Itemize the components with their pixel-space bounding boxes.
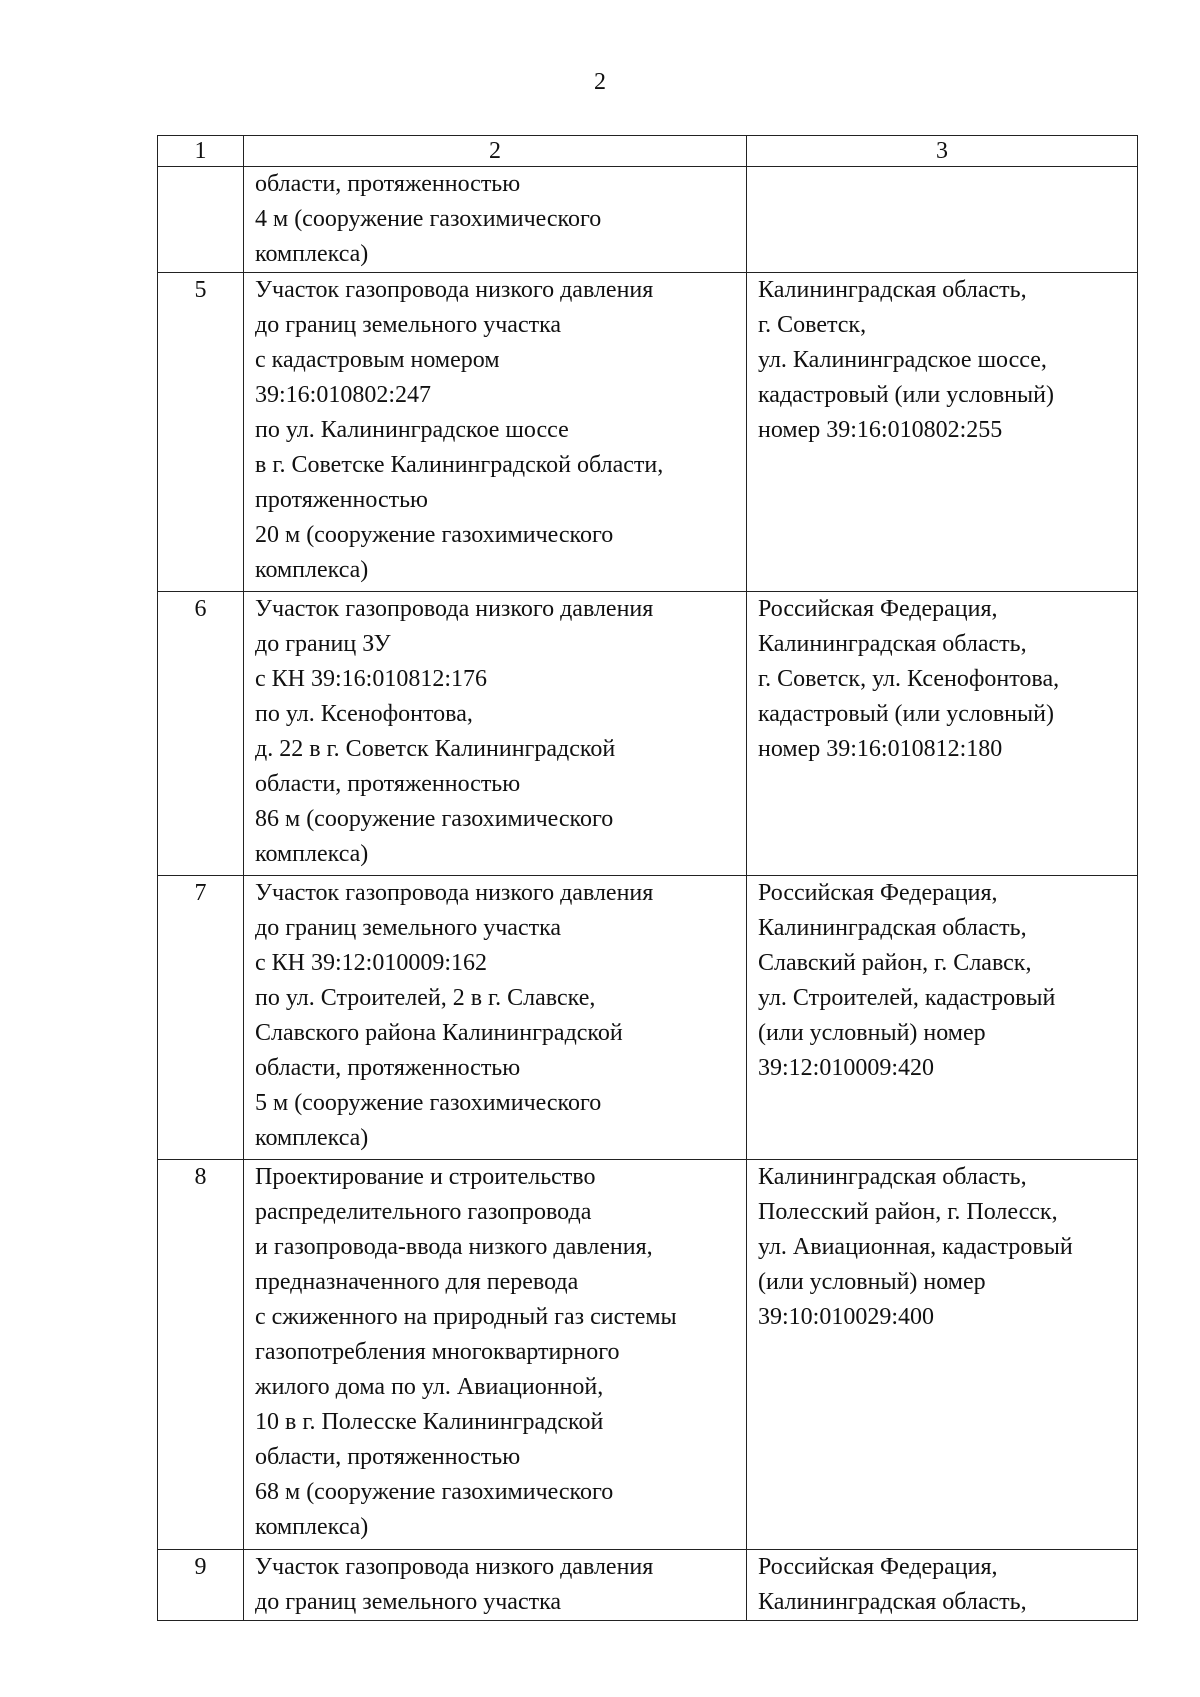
table-row [158,167,1138,273]
table-row [158,1550,1138,1621]
description-line: по ул. Строителей, 2 в г. Славске, [255,985,596,1011]
location-line: ул. Авиационная, кадастровый [758,1234,1073,1260]
location-line: номер 39:16:010812:180 [758,736,1003,762]
location-line: Калининградская область, [758,277,1027,303]
table-row [158,273,1138,592]
description-line: Участок газопровода низкого давления [255,880,654,906]
row-number: 9 [158,1550,244,1621]
object-location [747,1550,1138,1621]
description-line: Участок газопровода низкого давления [255,277,654,303]
description-line: до границ земельного участка [255,915,562,941]
object-description [244,592,747,876]
location-line: кадастровый (или условный) [758,382,1054,408]
object-description [244,273,747,592]
object-location [747,876,1138,1160]
location-line: (или условный) номер [758,1269,986,1295]
description-line: 68 м (сооружение газохимического [255,1479,614,1505]
row-number: 6 [158,592,244,876]
objects-table [157,135,1138,1621]
description-line: по ул. Калининградское шоссе [255,417,569,443]
description-line: до границ ЗУ [255,631,391,657]
column-header: 3 [747,136,1138,167]
location-line: г. Советск, [758,312,867,338]
description-line: области, протяженностью [255,171,521,197]
table-row [158,1160,1138,1550]
description-line: комплекса) [255,1514,369,1540]
location-line: Калининградская область, [758,1164,1027,1190]
location-line: Славский район, г. Славск, [758,950,1032,976]
description-line: Славского района Калининградской [255,1020,623,1046]
location-line: (или условный) номер [758,1020,986,1046]
description-line: до границ земельного участка [255,1589,562,1615]
location-line: ул. Калининградское шоссе, [758,347,1047,373]
location-line: 39:10:010029:400 [758,1304,935,1330]
description-line: и газопровода-ввода низкого давления, [255,1234,653,1260]
description-line: д. 22 в г. Советск Калининградской [255,736,616,762]
row-number: 7 [158,876,244,1160]
description-line: 4 м (сооружение газохимического [255,206,602,232]
description-line: газопотребления многоквартирного [255,1339,620,1365]
description-line: комплекса) [255,557,369,583]
description-line: распределительного газопровода [255,1199,592,1225]
description-line: до границ земельного участка [255,312,562,338]
description-line: 10 в г. Полесске Калининградской [255,1409,604,1435]
description-line: области, протяженностью [255,1444,521,1470]
object-description [244,167,747,273]
location-line: Калининградская область, [758,631,1027,657]
column-header: 1 [158,136,244,167]
row-number: 8 [158,1160,244,1550]
row-number [158,167,244,273]
description-line: с сжиженного на природный газ системы [255,1304,677,1330]
description-line: по ул. Ксенофонтова, [255,701,473,727]
object-location [747,167,1138,273]
location-line: г. Советск, ул. Ксенофонтова, [758,666,1060,692]
location-line: номер 39:16:010802:255 [758,417,1003,443]
table-row [158,592,1138,876]
location-line: 39:12:010009:420 [758,1055,935,1081]
description-line: предназначенного для перевода [255,1269,579,1295]
table-header-row [158,136,1138,167]
description-line: жилого дома по ул. Авиационной, [255,1374,604,1400]
description-line: Проектирование и строительство [255,1164,596,1190]
description-line: комплекса) [255,241,369,267]
object-description [244,1160,747,1550]
table-row [158,876,1138,1160]
object-location [747,592,1138,876]
description-line: 39:16:010802:247 [255,382,432,408]
location-line: Полесский район, г. Полесск, [758,1199,1058,1225]
column-header: 2 [244,136,747,167]
location-line: Российская Федерация, [758,880,998,906]
description-line: области, протяженностью [255,1055,521,1081]
location-line: Российская Федерация, [758,1554,998,1580]
row-number: 5 [158,273,244,592]
description-line: комплекса) [255,1125,369,1151]
description-line: с кадастровым номером [255,347,500,373]
page-number: 2 [594,69,606,95]
description-line: 5 м (сооружение газохимического [255,1090,602,1116]
description-line: с КН 39:16:010812:176 [255,666,487,692]
description-line: с КН 39:12:010009:162 [255,950,487,976]
description-line: протяженностью [255,487,428,513]
description-line: Участок газопровода низкого давления [255,596,654,622]
object-description [244,876,747,1160]
description-line: комплекса) [255,841,369,867]
location-line: Российская Федерация, [758,596,998,622]
object-description [244,1550,747,1621]
description-line: области, протяженностью [255,771,521,797]
location-line: Калининградская область, [758,1589,1027,1615]
description-line: 86 м (сооружение газохимического [255,806,614,832]
location-line: Калининградская область, [758,915,1027,941]
location-line: ул. Строителей, кадастровый [758,985,1056,1011]
object-location [747,273,1138,592]
object-location [747,1160,1138,1550]
description-line: Участок газопровода низкого давления [255,1554,654,1580]
description-line: в г. Советске Калининградской области, [255,452,664,478]
description-line: 20 м (сооружение газохимического [255,522,614,548]
location-line: кадастровый (или условный) [758,701,1054,727]
